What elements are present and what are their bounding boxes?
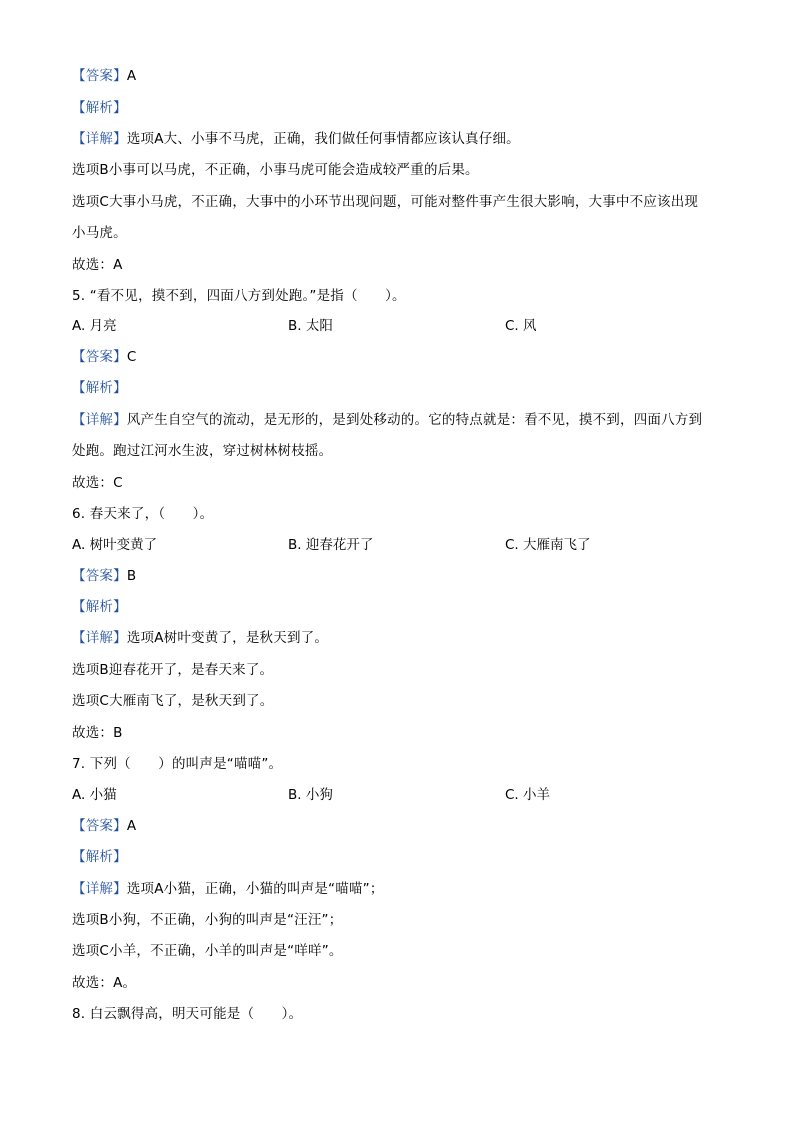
option-b: B. 迎春花开了 [288, 537, 374, 553]
choice-line-q5: 故选：C [72, 475, 123, 491]
option-b: B. 小狗 [288, 787, 333, 803]
detail-line-q4-2: 选项B小事可以马虎，不正确，小事马虎可能会造成较严重的后果。 [72, 162, 479, 178]
detail-label: 【详解】 [72, 131, 127, 147]
question-8: 8. 白云飘得高，明天可能是（ ）。 [72, 1006, 303, 1022]
detail-line-q4-3: 选项C大事小马虎，不正确，大事中的小环节出现问题，可能对整件事产生很大影响，大事中不应该出现 [72, 194, 699, 210]
detail-text: 风产生自空气的流动，是无形的，是到处移动的。它的特点就是：看不见，摸不到，四面八方到 [126, 412, 703, 428]
detail-line-q7-3: 选项C小羊，不正确，小羊的叫声是“咩咩”。 [72, 943, 343, 959]
analysis-line-q7 [72, 847, 127, 867]
detail-label: 【详解】 [72, 630, 127, 646]
answer-value: C [126, 349, 137, 365]
analysis-label: 【解析】 [72, 599, 127, 615]
detail-line-q5-2: 处跑。跑过江河水生波，穿过树林树枝摇。 [72, 443, 333, 459]
answer-label: 【答案】 [72, 349, 127, 365]
option-c: C. 小羊 [505, 787, 551, 803]
analysis-label: 【解析】 [72, 380, 127, 396]
option-c: C. 风 [505, 318, 537, 334]
answer-label: 【答案】 [72, 68, 127, 84]
detail-line-q6-1 [72, 628, 328, 648]
detail-line-q7-1 [72, 879, 384, 899]
answer-label: 【答案】 [72, 818, 127, 834]
detail-text: 选项A大、小事不马虎，正确，我们做任何事情都应该认真仔细。 [126, 131, 520, 147]
analysis-line-q4 [72, 98, 127, 118]
analysis-line-q6 [72, 597, 127, 617]
detail-label: 【详解】 [72, 412, 127, 428]
analysis-label: 【解析】 [72, 100, 127, 116]
detail-line-q4-4: 小马虎。 [72, 225, 127, 241]
choice-line-q4: 故选：A [72, 257, 123, 273]
answer-value: A [126, 818, 137, 834]
analysis-line-q5 [72, 378, 127, 398]
answer-value: A [126, 68, 137, 84]
detail-line-q7-2: 选项B小狗，不正确，小狗的叫声是“汪汪”； [72, 912, 343, 928]
options-q5 [72, 316, 722, 336]
choice-line-q7: 故选：A。 [72, 975, 137, 991]
detail-text: 选项A小猫，正确，小猫的叫声是“喵喵”； [126, 881, 384, 897]
option-a: A. 小猫 [72, 787, 117, 803]
answer-line-q6 [72, 566, 136, 586]
answer-value: B [126, 568, 137, 584]
options-q6 [72, 535, 722, 555]
question-5: 5. “看不见，摸不到，四面八方到处跑。”是指（ ）。 [72, 288, 406, 304]
detail-line-q5-1 [72, 410, 702, 430]
detail-line-q6-3: 选项C大雁南飞了，是秋天到了。 [72, 693, 274, 709]
option-c: C. 大雁南飞了 [505, 537, 591, 553]
answer-line-q4 [72, 66, 136, 86]
options-q7 [72, 785, 722, 805]
detail-label: 【详解】 [72, 881, 127, 897]
option-a: A. 树叶变黄了 [72, 537, 158, 553]
answer-line-q5 [72, 347, 136, 367]
option-b: B. 太阳 [288, 318, 333, 334]
analysis-label: 【解析】 [72, 849, 127, 865]
detail-line-q6-2: 选项B迎春花开了，是春天来了。 [72, 662, 274, 678]
choice-line-q6: 故选：B [72, 725, 123, 741]
question-6: 6. 春天来了，（ ）。 [72, 506, 214, 522]
detail-text: 选项A树叶变黄了，是秋天到了。 [126, 630, 329, 646]
detail-line-q4-1 [72, 129, 520, 149]
answer-line-q7 [72, 816, 136, 836]
answer-label: 【答案】 [72, 568, 127, 584]
option-a: A. 月亮 [72, 318, 117, 334]
question-7: 7. 下列（ ）的叫声是“喵喵”。 [72, 756, 283, 772]
